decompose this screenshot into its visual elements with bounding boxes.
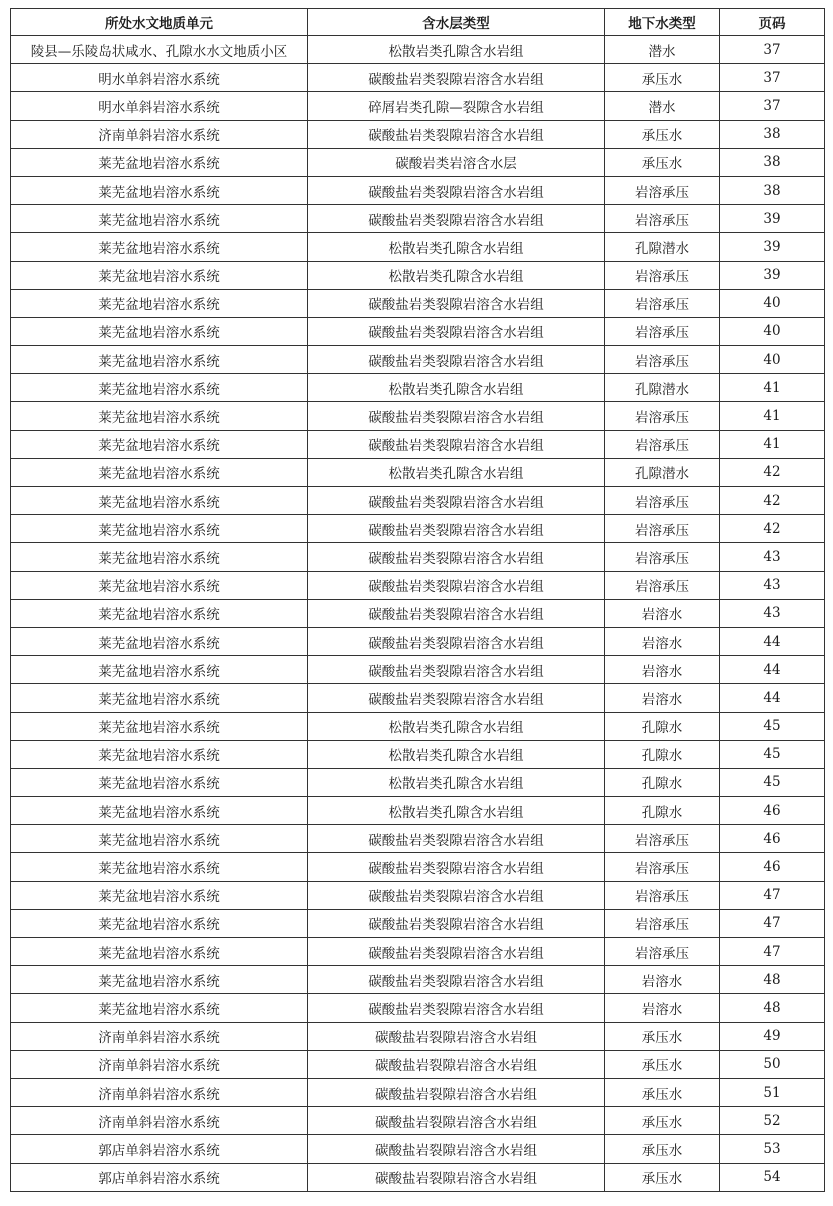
cell-page-number: 43 [720,571,825,599]
cell-hydro-unit: 莱芜盆地岩溶水系统 [11,768,308,796]
table-row [11,317,825,345]
cell-groundwater-type: 承压水 [605,1078,720,1106]
cell-page-number: 45 [720,740,825,768]
cell-page-number: 54 [720,1163,825,1191]
cell-groundwater-type: 岩溶水 [605,994,720,1022]
cell-page-number: 42 [720,487,825,515]
cell-page-number: 47 [720,909,825,937]
table-row [11,1022,825,1050]
cell-hydro-unit: 莱芜盆地岩溶水系统 [11,317,308,345]
cell-aquifer-type: 碳酸盐岩裂隙岩溶含水岩组 [308,1078,605,1106]
cell-groundwater-type: 岩溶承压 [605,176,720,204]
cell-page-number: 41 [720,430,825,458]
header-aquifer-type: 含水层类型 [308,9,605,36]
cell-page-number: 48 [720,994,825,1022]
cell-hydro-unit: 莱芜盆地岩溶水系统 [11,571,308,599]
table-row [11,1078,825,1106]
cell-groundwater-type: 孔隙潜水 [605,233,720,261]
table-row [11,289,825,317]
cell-hydro-unit: 莱芜盆地岩溶水系统 [11,487,308,515]
cell-aquifer-type: 碳酸盐岩类裂隙岩溶含水岩组 [308,289,605,317]
cell-groundwater-type: 岩溶承压 [605,261,720,289]
table-row [11,458,825,486]
table-row [11,994,825,1022]
cell-hydro-unit: 莱芜盆地岩溶水系统 [11,233,308,261]
cell-page-number: 51 [720,1078,825,1106]
cell-page-number: 47 [720,881,825,909]
cell-page-number: 50 [720,1050,825,1078]
cell-hydro-unit: 郭店单斜岩溶水系统 [11,1135,308,1163]
table-row [11,825,825,853]
cell-page-number: 37 [720,92,825,120]
table-row [11,487,825,515]
cell-aquifer-type: 碎屑岩类孔隙—裂隙含水岩组 [308,92,605,120]
cell-groundwater-type: 岩溶承压 [605,825,720,853]
cell-hydro-unit: 莱芜盆地岩溶水系统 [11,712,308,740]
cell-groundwater-type: 岩溶承压 [605,853,720,881]
cell-aquifer-type: 碳酸盐岩类裂隙岩溶含水岩组 [308,430,605,458]
cell-groundwater-type: 孔隙水 [605,712,720,740]
cell-groundwater-type: 岩溶承压 [605,881,720,909]
cell-aquifer-type: 碳酸盐岩类裂隙岩溶含水岩组 [308,938,605,966]
cell-aquifer-type: 松散岩类孔隙含水岩组 [308,233,605,261]
table-row [11,374,825,402]
aquifer-index-table [10,8,825,1192]
table-row [11,627,825,655]
cell-aquifer-type: 碳酸盐岩裂隙岩溶含水岩组 [308,1135,605,1163]
cell-aquifer-type: 碳酸盐岩类裂隙岩溶含水岩组 [308,627,605,655]
header-groundwater-type: 地下水类型 [605,9,720,36]
table-row [11,120,825,148]
cell-groundwater-type: 岩溶承压 [605,515,720,543]
cell-aquifer-type: 碳酸盐岩裂隙岩溶含水岩组 [308,1050,605,1078]
cell-groundwater-type: 孔隙潜水 [605,374,720,402]
table-row [11,402,825,430]
cell-page-number: 40 [720,317,825,345]
cell-aquifer-type: 碳酸盐岩类裂隙岩溶含水岩组 [308,64,605,92]
table-row [11,712,825,740]
cell-hydro-unit: 济南单斜岩溶水系统 [11,1107,308,1135]
cell-aquifer-type: 碳酸盐岩类裂隙岩溶含水岩组 [308,599,605,627]
document-page [10,8,824,1192]
cell-aquifer-type: 碳酸盐岩类裂隙岩溶含水岩组 [308,571,605,599]
table-row [11,205,825,233]
table-row [11,656,825,684]
cell-hydro-unit: 莱芜盆地岩溶水系统 [11,853,308,881]
cell-hydro-unit: 莱芜盆地岩溶水系统 [11,543,308,571]
table-row [11,430,825,458]
cell-aquifer-type: 松散岩类孔隙含水岩组 [308,36,605,64]
cell-aquifer-type: 松散岩类孔隙含水岩组 [308,740,605,768]
cell-groundwater-type: 岩溶水 [605,627,720,655]
cell-groundwater-type: 岩溶水 [605,656,720,684]
cell-hydro-unit: 莱芜盆地岩溶水系统 [11,684,308,712]
table-row [11,176,825,204]
table-row [11,1135,825,1163]
cell-aquifer-type: 碳酸盐岩类裂隙岩溶含水岩组 [308,515,605,543]
cell-hydro-unit: 莱芜盆地岩溶水系统 [11,261,308,289]
cell-page-number: 46 [720,825,825,853]
cell-groundwater-type: 岩溶承压 [605,543,720,571]
cell-hydro-unit: 莱芜盆地岩溶水系统 [11,966,308,994]
cell-aquifer-type: 碳酸盐岩裂隙岩溶含水岩组 [308,1107,605,1135]
cell-groundwater-type: 潜水 [605,92,720,120]
cell-aquifer-type: 碳酸盐岩类裂隙岩溶含水岩组 [308,487,605,515]
cell-aquifer-type: 松散岩类孔隙含水岩组 [308,261,605,289]
table-row [11,233,825,261]
cell-hydro-unit: 莱芜盆地岩溶水系统 [11,176,308,204]
cell-aquifer-type: 碳酸盐岩类裂隙岩溶含水岩组 [308,909,605,937]
cell-groundwater-type: 承压水 [605,1050,720,1078]
table-row [11,1107,825,1135]
table-row [11,543,825,571]
cell-hydro-unit: 莱芜盆地岩溶水系统 [11,458,308,486]
cell-aquifer-type: 碳酸盐岩类裂隙岩溶含水岩组 [308,543,605,571]
cell-hydro-unit: 莱芜盆地岩溶水系统 [11,909,308,937]
table-row [11,684,825,712]
cell-hydro-unit: 莱芜盆地岩溶水系统 [11,881,308,909]
cell-aquifer-type: 碳酸盐岩类裂隙岩溶含水岩组 [308,176,605,204]
cell-page-number: 46 [720,853,825,881]
cell-groundwater-type: 孔隙水 [605,797,720,825]
cell-page-number: 37 [720,64,825,92]
cell-aquifer-type: 碳酸盐岩类裂隙岩溶含水岩组 [308,684,605,712]
cell-groundwater-type: 岩溶承压 [605,938,720,966]
cell-aquifer-type: 碳酸盐岩类裂隙岩溶含水岩组 [308,402,605,430]
table-body [11,36,825,1192]
cell-aquifer-type: 碳酸盐岩类裂隙岩溶含水岩组 [308,656,605,684]
cell-page-number: 37 [720,36,825,64]
cell-page-number: 46 [720,797,825,825]
cell-aquifer-type: 碳酸盐岩类裂隙岩溶含水岩组 [308,346,605,374]
cell-groundwater-type: 承压水 [605,1135,720,1163]
table-row [11,740,825,768]
cell-groundwater-type: 岩溶承压 [605,402,720,430]
cell-page-number: 45 [720,768,825,796]
cell-hydro-unit: 莱芜盆地岩溶水系统 [11,374,308,402]
cell-groundwater-type: 岩溶水 [605,966,720,994]
table-row [11,36,825,64]
table-row [11,346,825,374]
cell-aquifer-type: 碳酸盐岩类裂隙岩溶含水岩组 [308,205,605,233]
cell-groundwater-type: 岩溶承压 [605,909,720,937]
cell-groundwater-type: 岩溶水 [605,599,720,627]
cell-page-number: 44 [720,684,825,712]
table-row [11,571,825,599]
cell-groundwater-type: 岩溶水 [605,684,720,712]
cell-groundwater-type: 潜水 [605,36,720,64]
cell-aquifer-type: 碳酸盐岩类裂隙岩溶含水岩组 [308,881,605,909]
cell-aquifer-type: 碳酸盐岩类裂隙岩溶含水岩组 [308,994,605,1022]
cell-hydro-unit: 莱芜盆地岩溶水系统 [11,825,308,853]
header-hydro-unit: 所处水文地质单元 [11,9,308,36]
table-row [11,92,825,120]
cell-groundwater-type: 承压水 [605,120,720,148]
cell-page-number: 41 [720,374,825,402]
cell-hydro-unit: 莱芜盆地岩溶水系统 [11,740,308,768]
cell-hydro-unit: 济南单斜岩溶水系统 [11,120,308,148]
cell-hydro-unit: 莱芜盆地岩溶水系统 [11,797,308,825]
table-row [11,261,825,289]
cell-hydro-unit: 莱芜盆地岩溶水系统 [11,627,308,655]
cell-hydro-unit: 莱芜盆地岩溶水系统 [11,346,308,374]
cell-groundwater-type: 承压水 [605,1163,720,1191]
cell-groundwater-type: 岩溶承压 [605,487,720,515]
cell-hydro-unit: 莱芜盆地岩溶水系统 [11,402,308,430]
table-row [11,1050,825,1078]
cell-groundwater-type: 岩溶承压 [605,571,720,599]
cell-aquifer-type: 碳酸盐岩类裂隙岩溶含水岩组 [308,120,605,148]
cell-aquifer-type: 碳酸盐岩裂隙岩溶含水岩组 [308,1022,605,1050]
cell-groundwater-type: 承压水 [605,148,720,176]
cell-groundwater-type: 孔隙水 [605,740,720,768]
cell-page-number: 52 [720,1107,825,1135]
cell-aquifer-type: 碳酸盐岩类裂隙岩溶含水岩组 [308,825,605,853]
cell-page-number: 41 [720,402,825,430]
cell-page-number: 42 [720,515,825,543]
cell-aquifer-type: 松散岩类孔隙含水岩组 [308,458,605,486]
cell-groundwater-type: 承压水 [605,64,720,92]
cell-aquifer-type: 松散岩类孔隙含水岩组 [308,374,605,402]
table-row [11,768,825,796]
cell-page-number: 40 [720,289,825,317]
cell-groundwater-type: 岩溶承压 [605,289,720,317]
cell-page-number: 42 [720,458,825,486]
table-row [11,797,825,825]
cell-groundwater-type: 岩溶承压 [605,346,720,374]
cell-page-number: 44 [720,656,825,684]
cell-page-number: 47 [720,938,825,966]
cell-hydro-unit: 济南单斜岩溶水系统 [11,1078,308,1106]
cell-aquifer-type: 松散岩类孔隙含水岩组 [308,768,605,796]
cell-page-number: 48 [720,966,825,994]
cell-hydro-unit: 郭店单斜岩溶水系统 [11,1163,308,1191]
cell-aquifer-type: 碳酸岩类岩溶含水层 [308,148,605,176]
cell-page-number: 39 [720,205,825,233]
table-row [11,853,825,881]
cell-groundwater-type: 岩溶承压 [605,317,720,345]
cell-hydro-unit: 莱芜盆地岩溶水系统 [11,205,308,233]
cell-hydro-unit: 莱芜盆地岩溶水系统 [11,289,308,317]
table-header-row [11,9,825,36]
cell-aquifer-type: 松散岩类孔隙含水岩组 [308,797,605,825]
cell-page-number: 45 [720,712,825,740]
cell-hydro-unit: 莱芜盆地岩溶水系统 [11,430,308,458]
cell-page-number: 43 [720,599,825,627]
cell-groundwater-type: 孔隙潜水 [605,458,720,486]
cell-groundwater-type: 承压水 [605,1107,720,1135]
table-row [11,909,825,937]
cell-page-number: 38 [720,120,825,148]
cell-page-number: 49 [720,1022,825,1050]
cell-aquifer-type: 碳酸盐岩类裂隙岩溶含水岩组 [308,853,605,881]
cell-groundwater-type: 承压水 [605,1022,720,1050]
cell-hydro-unit: 明水单斜岩溶水系统 [11,92,308,120]
cell-hydro-unit: 莱芜盆地岩溶水系统 [11,515,308,543]
cell-aquifer-type: 碳酸盐岩类裂隙岩溶含水岩组 [308,317,605,345]
header-page-number: 页码 [720,9,825,36]
cell-page-number: 44 [720,627,825,655]
cell-page-number: 38 [720,148,825,176]
cell-page-number: 43 [720,543,825,571]
cell-page-number: 39 [720,233,825,261]
table-row [11,1163,825,1191]
cell-page-number: 38 [720,176,825,204]
cell-groundwater-type: 孔隙水 [605,768,720,796]
table-row [11,148,825,176]
cell-aquifer-type: 松散岩类孔隙含水岩组 [308,712,605,740]
cell-hydro-unit: 莱芜盆地岩溶水系统 [11,599,308,627]
table-row [11,64,825,92]
cell-hydro-unit: 明水单斜岩溶水系统 [11,64,308,92]
table-row [11,938,825,966]
table-row [11,515,825,543]
cell-hydro-unit: 莱芜盆地岩溶水系统 [11,656,308,684]
cell-hydro-unit: 济南单斜岩溶水系统 [11,1050,308,1078]
cell-page-number: 53 [720,1135,825,1163]
cell-page-number: 39 [720,261,825,289]
cell-aquifer-type: 碳酸盐岩类裂隙岩溶含水岩组 [308,966,605,994]
cell-hydro-unit: 陵县—乐陵岛状咸水、孔隙水水文地质小区 [11,36,308,64]
table-row [11,599,825,627]
cell-aquifer-type: 碳酸盐岩裂隙岩溶含水岩组 [308,1163,605,1191]
table-row [11,881,825,909]
table-row [11,966,825,994]
cell-groundwater-type: 岩溶承压 [605,430,720,458]
cell-hydro-unit: 莱芜盆地岩溶水系统 [11,148,308,176]
cell-page-number: 40 [720,346,825,374]
cell-hydro-unit: 莱芜盆地岩溶水系统 [11,994,308,1022]
cell-hydro-unit: 济南单斜岩溶水系统 [11,1022,308,1050]
cell-groundwater-type: 岩溶承压 [605,205,720,233]
cell-hydro-unit: 莱芜盆地岩溶水系统 [11,938,308,966]
